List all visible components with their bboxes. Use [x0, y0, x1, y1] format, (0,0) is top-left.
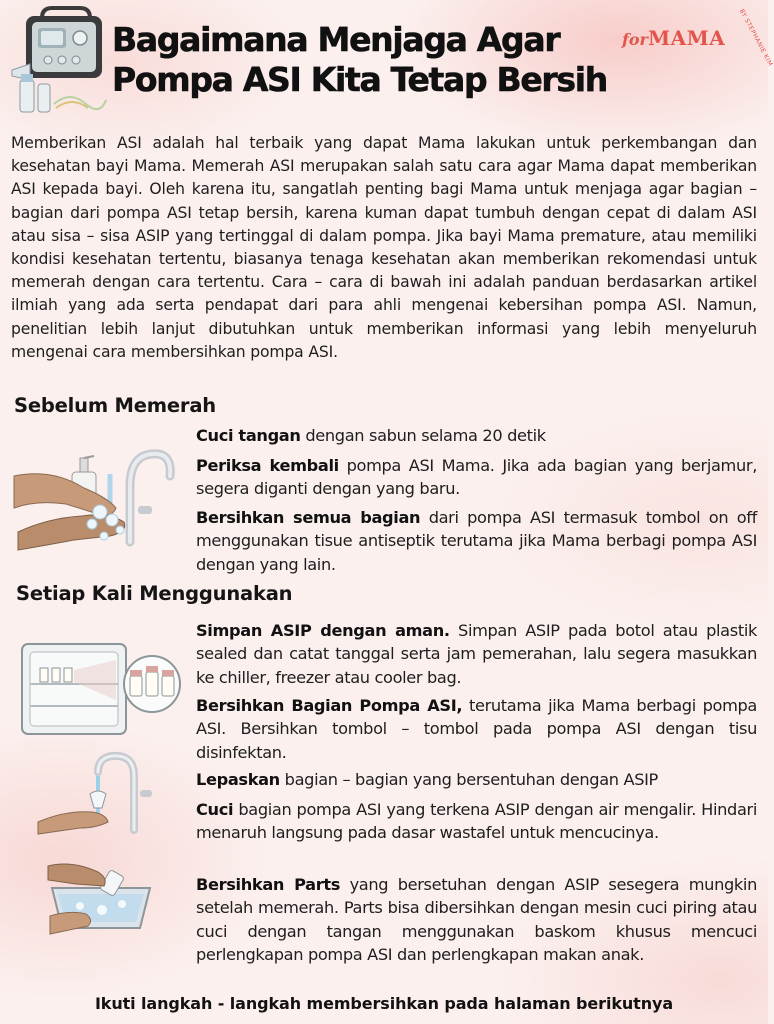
step-bold: Cuci — [196, 800, 234, 819]
title-line-1: Bagaimana Menjaga Agar — [112, 20, 560, 59]
step-bold: Lepaskan — [196, 770, 280, 789]
step-text: bagian – bagian yang bersentuhan dengan ASIP — [279, 770, 658, 789]
step-bold: Cuci tangan — [196, 426, 301, 445]
faucet-rinse-icon — [36, 750, 160, 840]
title-line-2: Pompa ASI Kita Tetap Bersih — [112, 60, 607, 99]
step-periksa-kembali — [196, 454, 757, 501]
footer-next-page-note: Ikuti langkah - langkah membersihkan pada halaman berikutnya — [94, 994, 674, 1013]
brand-logo — [618, 6, 774, 68]
step-bold: Periksa kembali — [196, 456, 339, 475]
intro-paragraph: Memberikan ASI adalah hal terbaik yang dapat Mama lakukan untuk perkembangan dan kesehatan bayi Mama. Memerah ASI merupakan salah satu cara agar Mama dapat memberikan ASI kepada bayi. Oleh karena itu, sangatlah penting bagi Mama untuk menjaga agar bagian – bagian dari pompa ASI tetap bersih, karena kuman dapat tumbuh dengan cepat di dalam ASI atau sisa – sisa ASIP yang tertinggal di dalam pompa. Jika bayi Mama premature, atau memiliki kondisi kesehatan tertentu, biasanya tenaga kesehatan akan memberikan rekomendasi untuk memerah dengan cara tertentu. Cara – cara di bawah ini adalah panduan berdasarkan artikel ilmiah yang ada serta pendapat dari para ahli mengenai kebersihan pompa ASI. Namun, penelitian lebih lanjut dibutuhkan untuk memberikan informasi yang lebih menyeluruh mengenai cara membersihkan pompa ASI. — [11, 134, 757, 361]
breast-pump-icon — [8, 4, 112, 118]
step-cuci — [196, 798, 757, 845]
step-lepaskan — [196, 768, 757, 791]
step-text: yang bersetuhan dengan ASIP sesegera mungkin setelah memerah. Parts bisa dibersihkan dengan mesin cuci piring atau cuci dengan tangan menggunakan baskom khusus mencuci perlengkapan pompa ASI dan perlengkapan makan anak. — [196, 875, 757, 965]
brand-wordmark — [622, 26, 725, 50]
step-bold: Simpan ASIP dengan aman. — [196, 621, 450, 640]
brand-for: for — [622, 30, 648, 49]
step-text: terutama jika Mama berbagi pompa ASI. Bersihkan tombol – tombol pada pompa ASI dengan tisu disinfektan. — [196, 696, 758, 762]
step-text: Simpan ASIP pada botol atau plastik sealed dan catat tanggal serta jam pemerahan, lalu segera masukkan ke chiller, freezer atau cooler bag. — [196, 621, 758, 687]
header — [0, 0, 774, 120]
section-heading-every-use: Setiap Kali Menggunakan — [16, 582, 293, 605]
step-text: dari pompa ASI termasuk tombol on off menggunakan tisue antiseptik terutama jika Mama berbagi pompa ASI dengan yang lain. — [196, 508, 757, 574]
brand-byline: BY STEPHANIE KIM — [737, 8, 774, 68]
basin-wash-icon — [46, 858, 156, 938]
step-bold: Bersihkan Bagian Pompa ASI, — [196, 696, 463, 715]
step-bold: Bersihkan semua bagian — [196, 508, 421, 527]
step-cuci-tangan — [196, 424, 757, 447]
brand-mama: MAMA — [647, 26, 726, 50]
page-title — [112, 20, 632, 100]
step-text: bagian pompa ASI yang terkena ASIP dengan air mengalir. Hindari menaruh langsung pada dasar wastafel untuk mencucinya. — [196, 800, 757, 843]
step-bersihkan-bagian-pompa — [196, 694, 757, 764]
step-bersihkan-parts — [196, 873, 757, 967]
step-bold: Bersihkan Parts — [196, 875, 341, 894]
fridge-icon — [18, 640, 182, 740]
step-text: dengan sabun selama 20 detik — [300, 426, 546, 445]
handwash-icon — [12, 446, 176, 556]
step-bersihkan-semua — [196, 506, 757, 576]
section-heading-before: Sebelum Memerah — [14, 394, 216, 417]
step-text: pompa ASI Mama. Jika ada bagian yang berjamur, segera diganti dengan yang baru. — [196, 456, 757, 499]
step-simpan-asip — [196, 619, 757, 689]
